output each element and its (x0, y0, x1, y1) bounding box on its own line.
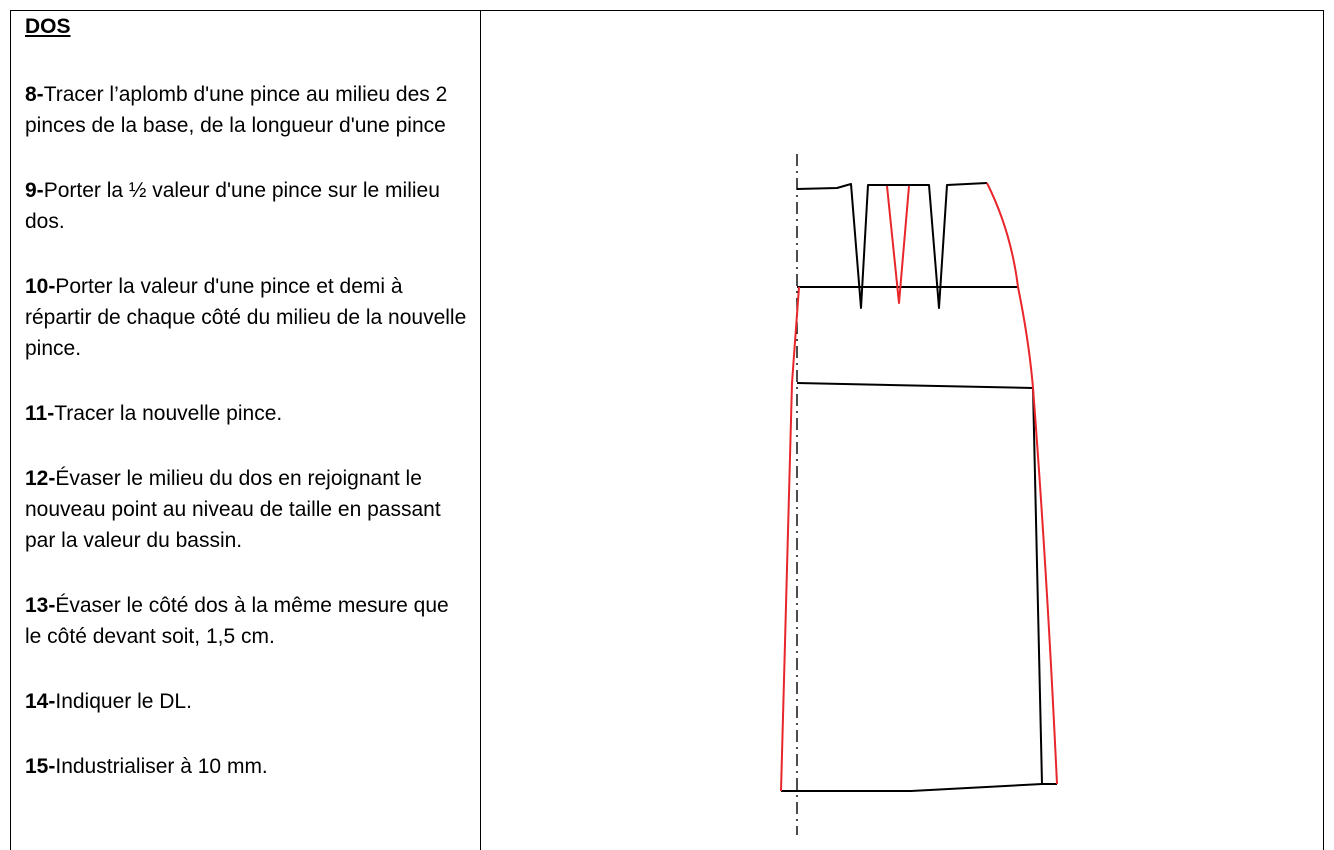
step-text: Indiquer le DL. (55, 690, 192, 713)
basin-line (797, 383, 1033, 388)
instruction-table (10, 10, 1324, 850)
step-8 (25, 79, 470, 141)
step-9 (25, 175, 470, 237)
step-number: 15- (25, 755, 56, 778)
step-15 (25, 751, 470, 782)
instructions-cell (25, 13, 470, 782)
step-10 (25, 271, 470, 364)
new-dart (887, 186, 909, 303)
steps-list (25, 79, 470, 782)
step-text: Évaser le côté dos à la même mesure que le côté devant soit, 1,5 cm. (25, 594, 449, 648)
step-text: Porter la valeur d'une pince et demi à répartir de chaque côté du milieu de la nouvelle pince. (25, 275, 467, 360)
step-13 (25, 590, 470, 652)
step-text: Industrialiser à 10 mm. (55, 755, 268, 778)
section-title: DOS (25, 15, 71, 38)
step-12 (25, 463, 470, 556)
step-text: Évaser le milieu du dos en rejoignant le nouveau point au niveau de taille en passant par la valeur du bassin. (25, 467, 441, 552)
step-text: Porter la ½ valeur d'une pince sur le milieu dos. (25, 179, 440, 233)
step-number: 8- (25, 83, 44, 106)
step-number: 10- (25, 275, 56, 298)
step-number: 11- (25, 402, 55, 425)
base-waistline-with-darts (797, 183, 987, 308)
flared-side-seam (987, 183, 1057, 784)
back-skirt-pattern-diagram (481, 11, 1325, 835)
step-number: 14- (25, 690, 56, 713)
step-text: Tracer la nouvelle pince. (54, 402, 283, 425)
step-text: Tracer l’aplomb d'une pince au milieu des 2 pinces de la base, de la longueur d'une pince (25, 83, 448, 137)
pattern-diagram-cell (481, 11, 1325, 835)
step-14 (25, 686, 470, 717)
step-number: 13- (25, 594, 56, 617)
step-number: 12- (25, 467, 56, 490)
step-number: 9- (25, 179, 44, 202)
hemline (781, 784, 1057, 791)
step-11 (25, 398, 470, 429)
